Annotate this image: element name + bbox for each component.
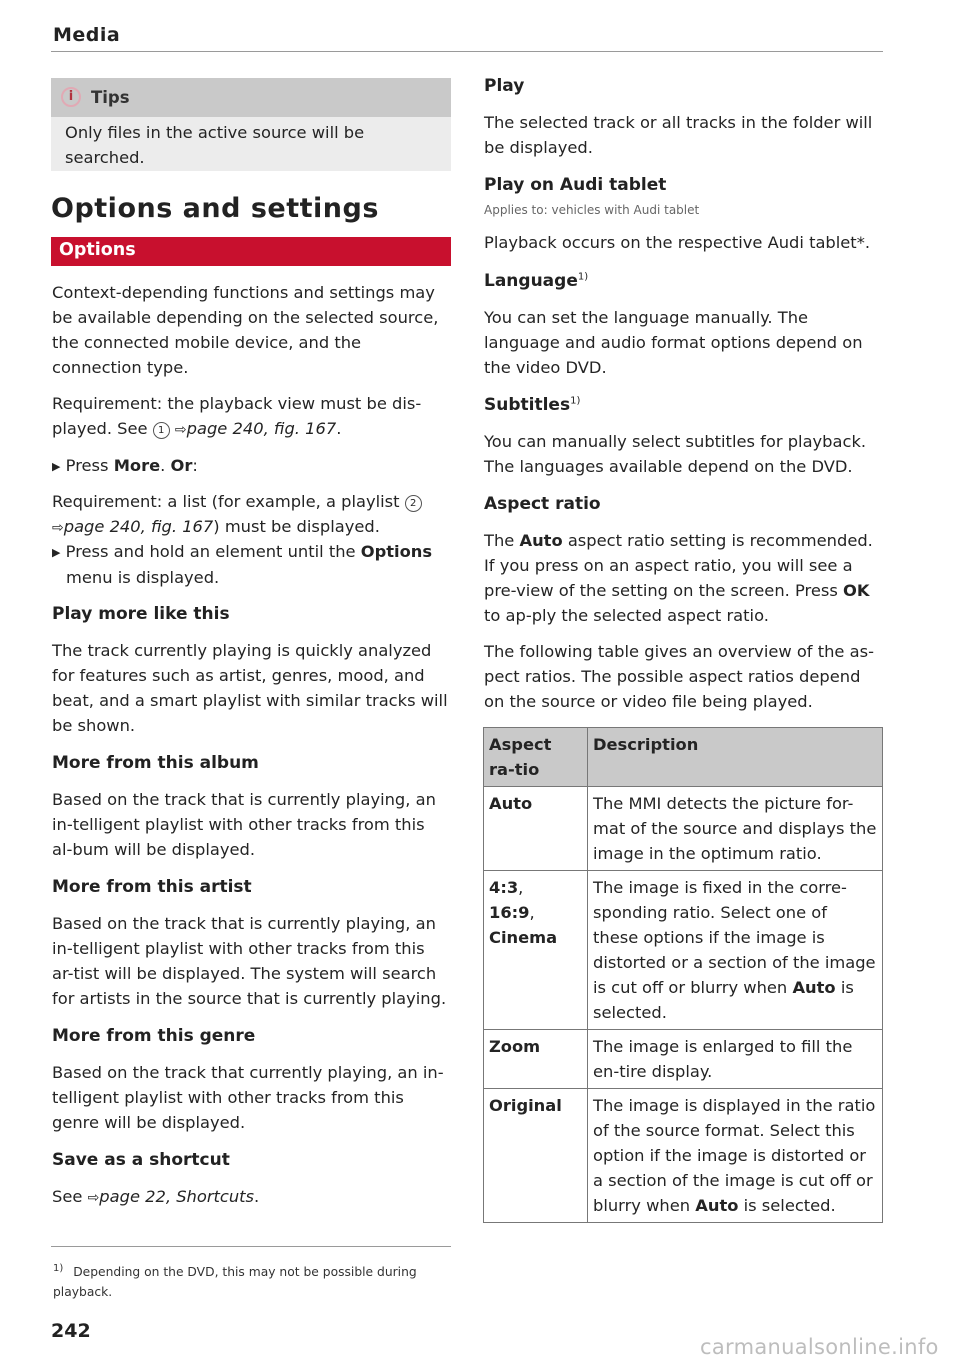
subtitles-label: Subtitles	[484, 395, 571, 415]
footnote-text: Depending on the DVD, this may not be possible during playback.	[53, 1265, 417, 1300]
requirement-2-link[interactable]: page 240, fig. 167	[63, 517, 214, 536]
ratio-cinema: Cinema	[489, 928, 558, 947]
step-2-text: Press and hold an element until the	[65, 542, 356, 561]
tips-text: Only files in the active source will be searched.	[65, 123, 365, 167]
aspect-text-2: aspect ratio setting is recommended. If you press on an aspect ratio, you will see a pre-view of the setting on the screen. Press	[484, 531, 873, 600]
ratio-cell: Original	[484, 1089, 588, 1223]
description-text: The image is displayed in the ratio of the source format. Select this option if the image is distorted or a section of the image is cut off or blurry when	[593, 1096, 876, 1215]
auto-label: Auto	[792, 978, 836, 997]
or-label: Or	[170, 456, 193, 475]
aspect-paragraph	[484, 528, 882, 628]
heading-aspect-ratio: Aspect ratio	[484, 494, 601, 514]
ratio-16-9: 16:9	[489, 903, 530, 922]
page-header-title: Media	[53, 24, 121, 46]
tips-label: Tips	[91, 88, 130, 107]
step-1: ▶ Press More. Or:	[52, 456, 198, 475]
description-cell: The image is enlarged to fill the en-tire display.	[588, 1030, 883, 1089]
description-end: is selected.	[593, 978, 854, 1022]
applies-note: Applies to: vehicles with Audi tablet	[484, 203, 700, 217]
auto-label: Auto	[519, 531, 563, 550]
subtitles-paragraph: You can manually select subtitles for playback. The languages available depend on the DVD.	[484, 432, 867, 476]
table-row	[484, 787, 883, 871]
table-header-description: Description	[588, 728, 883, 787]
options-label: Options	[360, 542, 433, 561]
bullet-triangle-icon: ▶	[52, 460, 61, 473]
more-label: More	[113, 456, 161, 475]
subtitles-footnote-mark: 1)	[570, 395, 581, 407]
language-label: Language	[484, 271, 578, 291]
album-paragraph: Based on the track that is currently playing, an in-telligent playlist with other tracks from this al-bum will be displayed.	[52, 790, 436, 859]
table-row	[484, 871, 883, 1030]
callout-2-icon: 2	[405, 495, 422, 512]
requirement-2-end: must be displayed.	[224, 517, 380, 536]
page-number: 242	[51, 1320, 91, 1342]
description-end: is selected.	[743, 1196, 836, 1215]
artist-paragraph: Based on the track that is currently playing, an in-telligent playlist with other tracks from this ar-tist will be displayed. The system will search for artists in the source that is currently playing.	[52, 914, 447, 1008]
requirement-2: Requirement: a list (for example, a playlist 2 ⇨page 240, fig. 167) must be displayed.	[52, 489, 450, 541]
tips-header	[51, 78, 451, 117]
requirement-2-text: Requirement: a list (for example, a playlist	[52, 492, 400, 511]
description-cell: The MMI detects the picture for-mat of the source and displays the image in the optimum ratio.	[588, 787, 883, 871]
ratio-cell: Auto	[484, 787, 588, 871]
requirement-1-link[interactable]: page 240, fig. 167	[186, 419, 337, 438]
footnote	[53, 1259, 449, 1302]
arrow-right-icon: ⇨	[52, 520, 64, 536]
play-paragraph: The selected track or all tracks in the folder will be displayed.	[484, 113, 873, 157]
ratio-cell: Zoom	[484, 1030, 588, 1089]
tablet-paragraph: Playback occurs on the respective Audi tablet*.	[484, 233, 871, 252]
heading-more-album: More from this album	[52, 753, 259, 773]
heading-play-tablet: Play on Audi tablet	[484, 175, 667, 195]
requirement-1-text: Requirement: the playback view must be dis-played. See	[52, 394, 422, 438]
callout-1-icon: 1	[153, 422, 170, 439]
options-banner	[51, 237, 451, 266]
footnote-mark: 1)	[53, 1263, 64, 1274]
heading-play: Play	[484, 76, 525, 96]
heading-more-artist: More from this artist	[52, 877, 252, 897]
ratio-4-3: 4:3	[489, 878, 519, 897]
watermark: carmanualsonline.info	[700, 1335, 939, 1359]
step-2	[52, 539, 450, 590]
heading-play-more: Play more like this	[52, 604, 230, 624]
requirement-1: Requirement: the playback view must be dis-played. See 1 ⇨page 240, fig. 167.	[52, 394, 422, 438]
aspect-ratio-table	[483, 727, 883, 1223]
aspect-text-1: The	[484, 531, 515, 550]
table-header-ratio: Aspect ra-tio	[484, 728, 588, 787]
description-cell	[588, 871, 883, 1030]
ratio-cell: 4:3, 16:9, Cinema	[484, 871, 588, 1030]
table-header-row	[484, 728, 883, 787]
step-2-end: menu is displayed.	[66, 568, 220, 587]
auto-label: Auto	[695, 1196, 739, 1215]
heading-language	[484, 271, 588, 291]
heading-shortcut: Save as a shortcut	[52, 1150, 230, 1170]
table-intro-paragraph: The following table gives an overview of the as-pect ratios. The possible aspect ratios depend on the source or video file being played.	[484, 642, 874, 711]
table-row	[484, 1089, 883, 1223]
language-paragraph: You can set the language manually. The language and audio format options depend on the video DVD.	[484, 308, 863, 377]
options-banner-label: Options	[59, 240, 136, 260]
arrow-right-icon: ⇨	[174, 422, 187, 438]
footnote-divider	[51, 1246, 451, 1247]
description-text: The image is fixed in the corre-sponding ratio. Select one of these options if the image is distorted or a section of the image is cut off or blurry when	[593, 878, 876, 997]
ok-label: OK	[843, 581, 870, 600]
description-cell	[588, 1089, 883, 1223]
arrow-right-icon: ⇨	[87, 1190, 100, 1206]
genre-paragraph: Based on the track that currently playing, an in-telligent playlist with other tracks from this genre will be displayed.	[52, 1063, 444, 1132]
see-text: See	[52, 1187, 83, 1206]
step-1-text: Press	[65, 456, 109, 475]
aspect-text-3: to ap-ply the selected aspect ratio.	[484, 606, 769, 625]
section-title: Options and settings	[51, 193, 379, 224]
language-footnote-mark: 1)	[577, 271, 589, 283]
heading-subtitles	[484, 395, 580, 415]
intro-paragraph: Context-depending functions and settings may be available depending on the selected source, the connected mobile device, and the connection type.	[52, 283, 439, 377]
table-row	[484, 1030, 883, 1089]
play-more-paragraph: The track currently playing is quickly analyzed for features such as artist, genres, mood, and beat, and a smart playlist with similar tracks will be shown.	[52, 641, 448, 735]
info-icon: i	[61, 87, 81, 107]
shortcut-paragraph: See ⇨page 22, Shortcuts.	[52, 1187, 260, 1206]
header-divider	[51, 51, 883, 52]
tips-box	[51, 78, 451, 171]
shortcut-link[interactable]: page 22, Shortcuts	[99, 1187, 255, 1206]
bullet-triangle-icon: ▶	[52, 546, 61, 559]
heading-more-genre: More from this genre	[52, 1026, 256, 1046]
